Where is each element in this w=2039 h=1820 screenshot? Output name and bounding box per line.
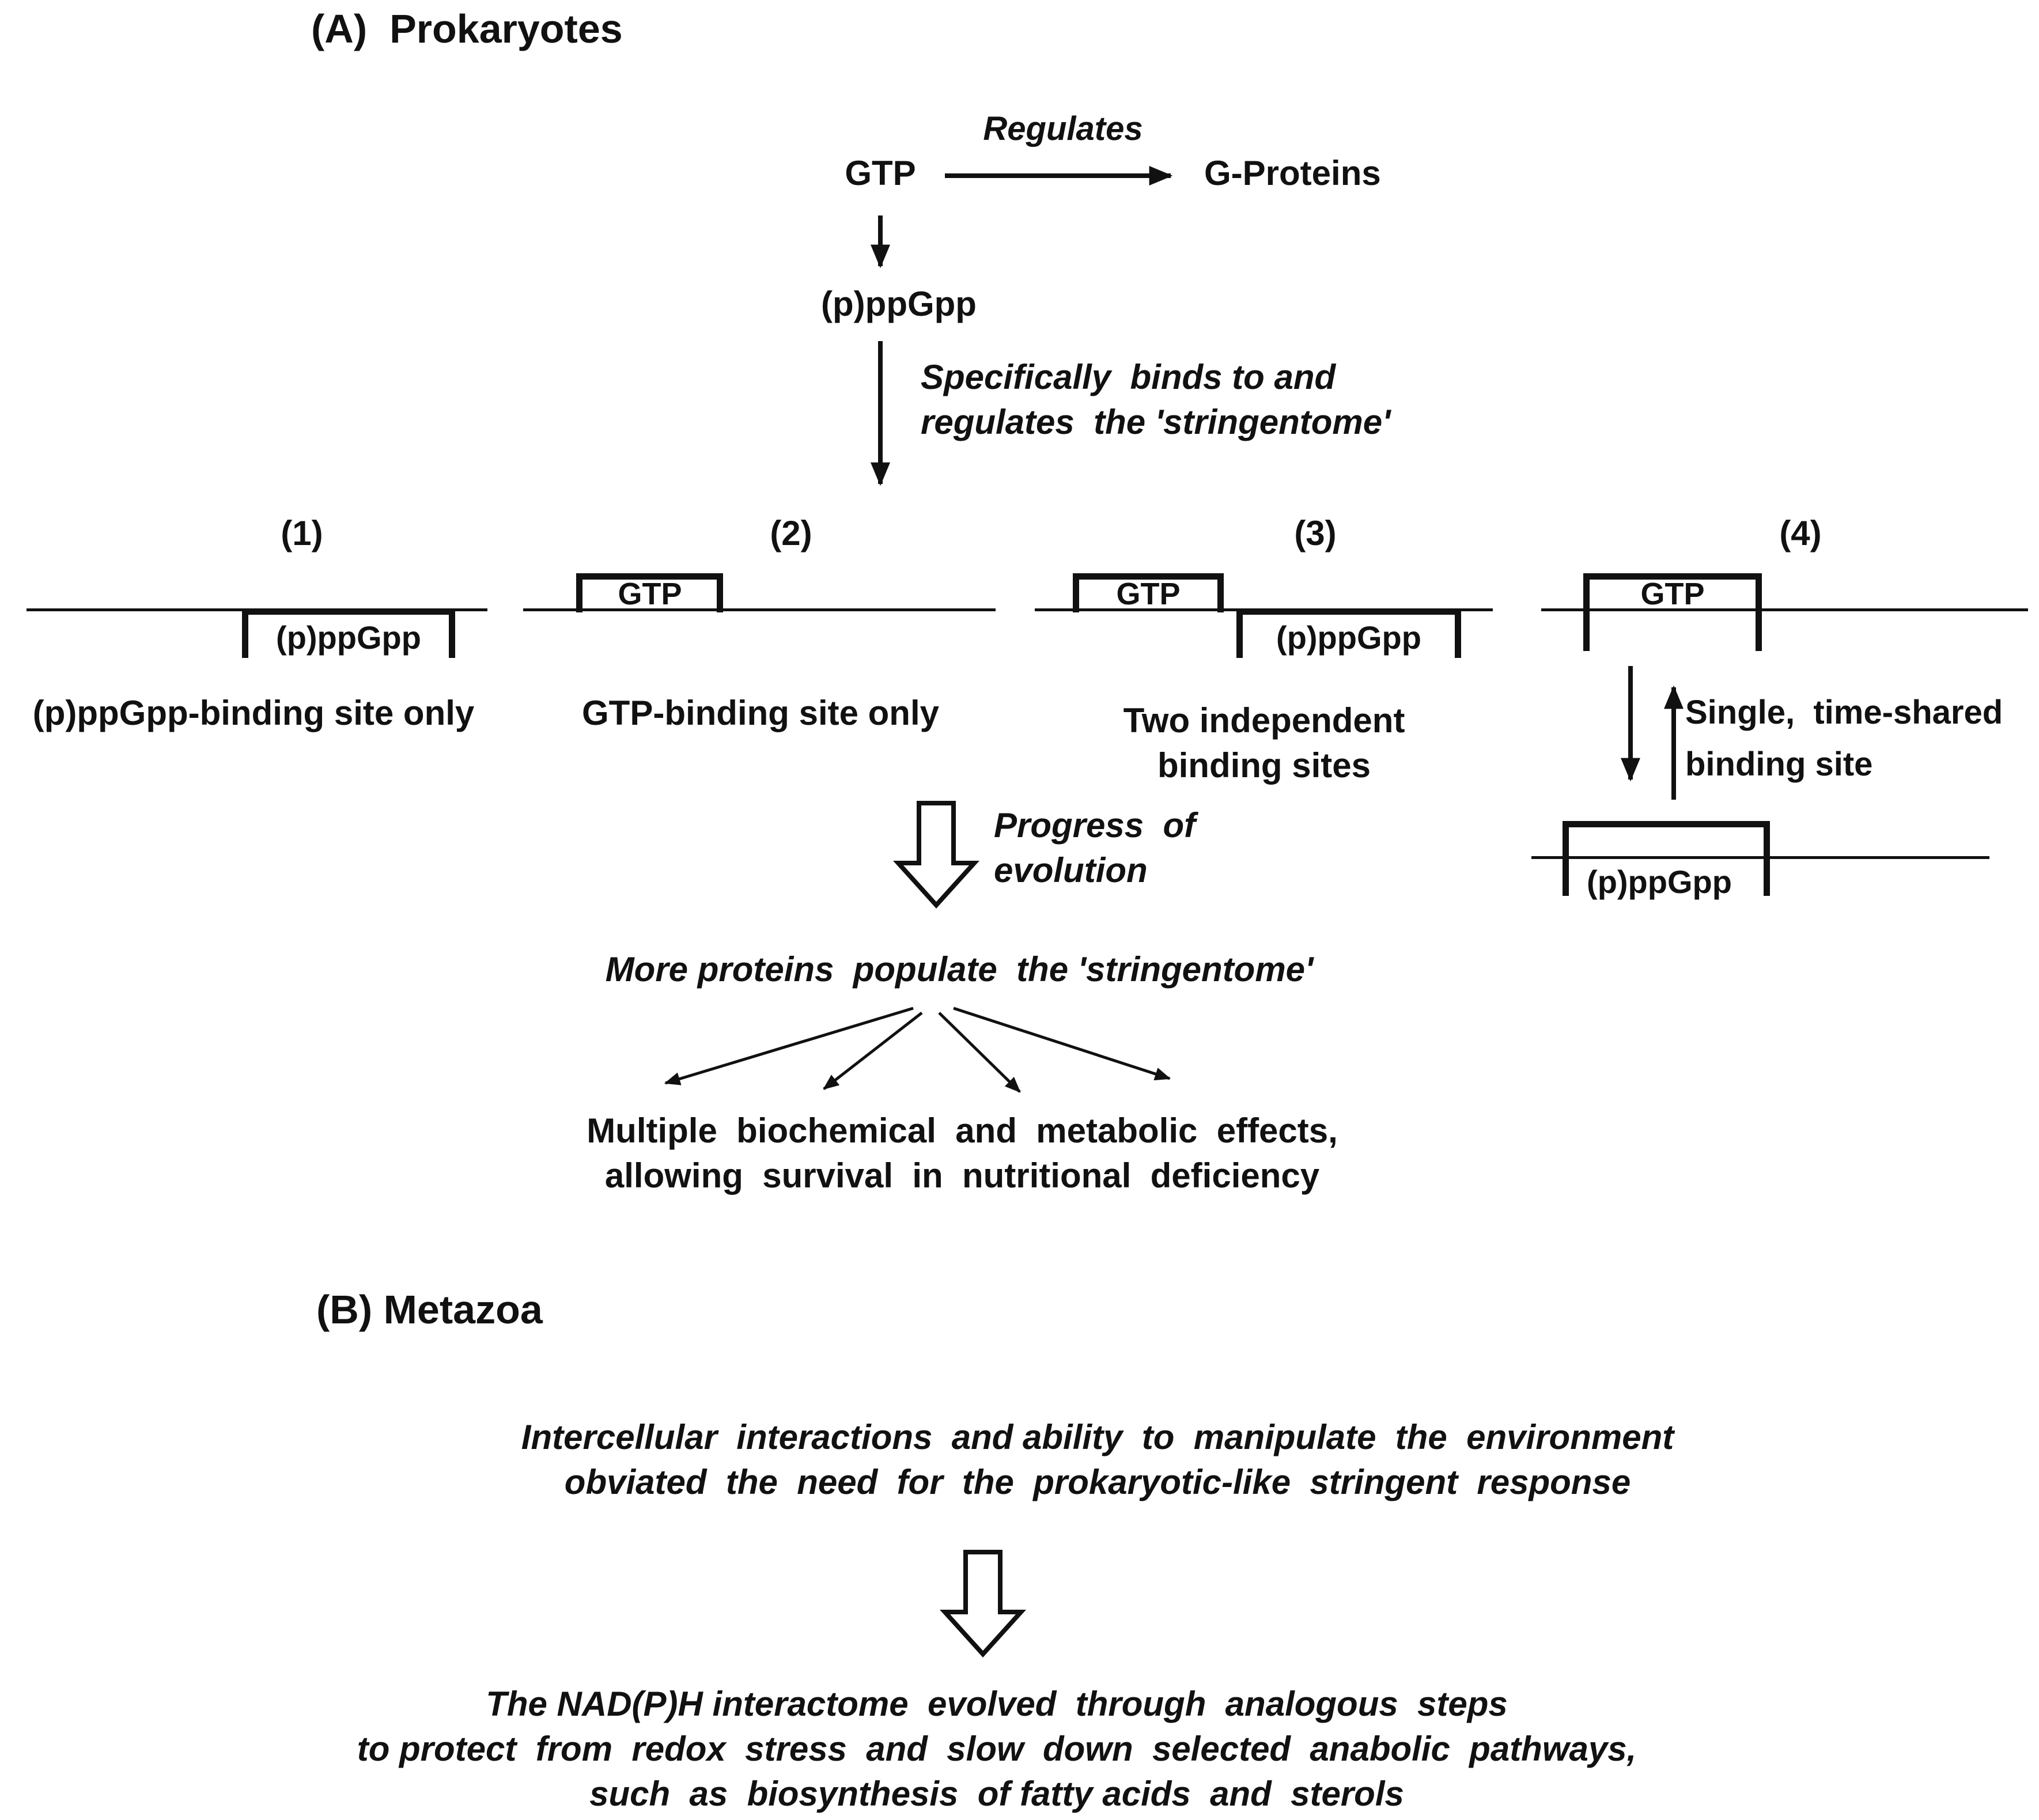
site4-caption-line1: Single, time-shared [1685, 694, 2003, 731]
more-proteins-text: More proteins populate the 'stringentome' [605, 950, 1314, 989]
site2-caption: GTP-binding site only [582, 694, 939, 732]
site4-caption-line2: binding site [1685, 746, 1873, 783]
arrow-gtp-to-gproteins [945, 164, 1198, 187]
section-b-title: (B) Metazoa [316, 1287, 543, 1332]
site1-number: (1) [281, 514, 323, 553]
site4-number: (4) [1779, 514, 1822, 553]
effects-text-line1: Multiple biochemical and metabolic effects, [587, 1111, 1338, 1150]
section-a-title: (A) Prokaryotes [311, 6, 623, 51]
site3-bump-label: GTP [1116, 577, 1181, 611]
binds-caption-line2: regulates the 'stringentome' [921, 403, 1391, 441]
site1-pocket-label: (p)ppGpp [276, 619, 421, 656]
metazoa-outcome-line2: to protect from redox stress and slow down selected anabolic pathways, [357, 1730, 1637, 1768]
effects-text-line2: allowing survival in nutritional deficiency [604, 1156, 1320, 1195]
progress-label-line1: Progress of [994, 806, 1196, 845]
site3-pocket-label: (p)ppGpp [1276, 619, 1421, 656]
metazoa-outcome-line3: such as biosynthesis of fatty acids and sterols [589, 1774, 1404, 1813]
ppgpp-node: (p)ppGpp [821, 285, 977, 323]
exchange-arrows-icon [1607, 661, 1705, 805]
binds-caption-line1: Specifically binds to and [921, 358, 1336, 396]
gtp-node: GTP [845, 154, 916, 192]
site1-caption: (p)ppGpp-binding site only [32, 694, 475, 732]
site3-caption-line1: Two independent [1123, 701, 1405, 740]
metazoa-intro-line1: Intercellular interactions and ability to manipulate the environment [521, 1418, 1674, 1456]
arrow-ppgpp-to-stringentome [861, 341, 902, 491]
regulates-label: Regulates [983, 110, 1143, 147]
site2-number: (2) [770, 514, 812, 553]
metazoa-outcome-line1: The NAD(P)H interactome evolved through analogous steps [486, 1685, 1508, 1723]
site3-caption-line2: binding sites [1157, 746, 1371, 785]
progress-label-line2: evolution [994, 851, 1148, 890]
arrow-gtp-to-ppgpp [861, 214, 902, 272]
metazoa-block-arrow-icon [943, 1550, 1023, 1659]
site3-number: (3) [1294, 514, 1337, 553]
site2-bump-label: GTP [618, 577, 682, 611]
site4-bump-label: GTP [1640, 577, 1705, 611]
fanout-arrows-icon [622, 1002, 1216, 1103]
metazoa-intro-line2: obviated the need for the prokaryotic-like stringent response [564, 1463, 1631, 1501]
site4-shared-label: (p)ppGpp [1587, 864, 1732, 900]
progress-block-arrow-icon [896, 801, 977, 910]
g-proteins-node: G-Proteins [1204, 154, 1381, 192]
